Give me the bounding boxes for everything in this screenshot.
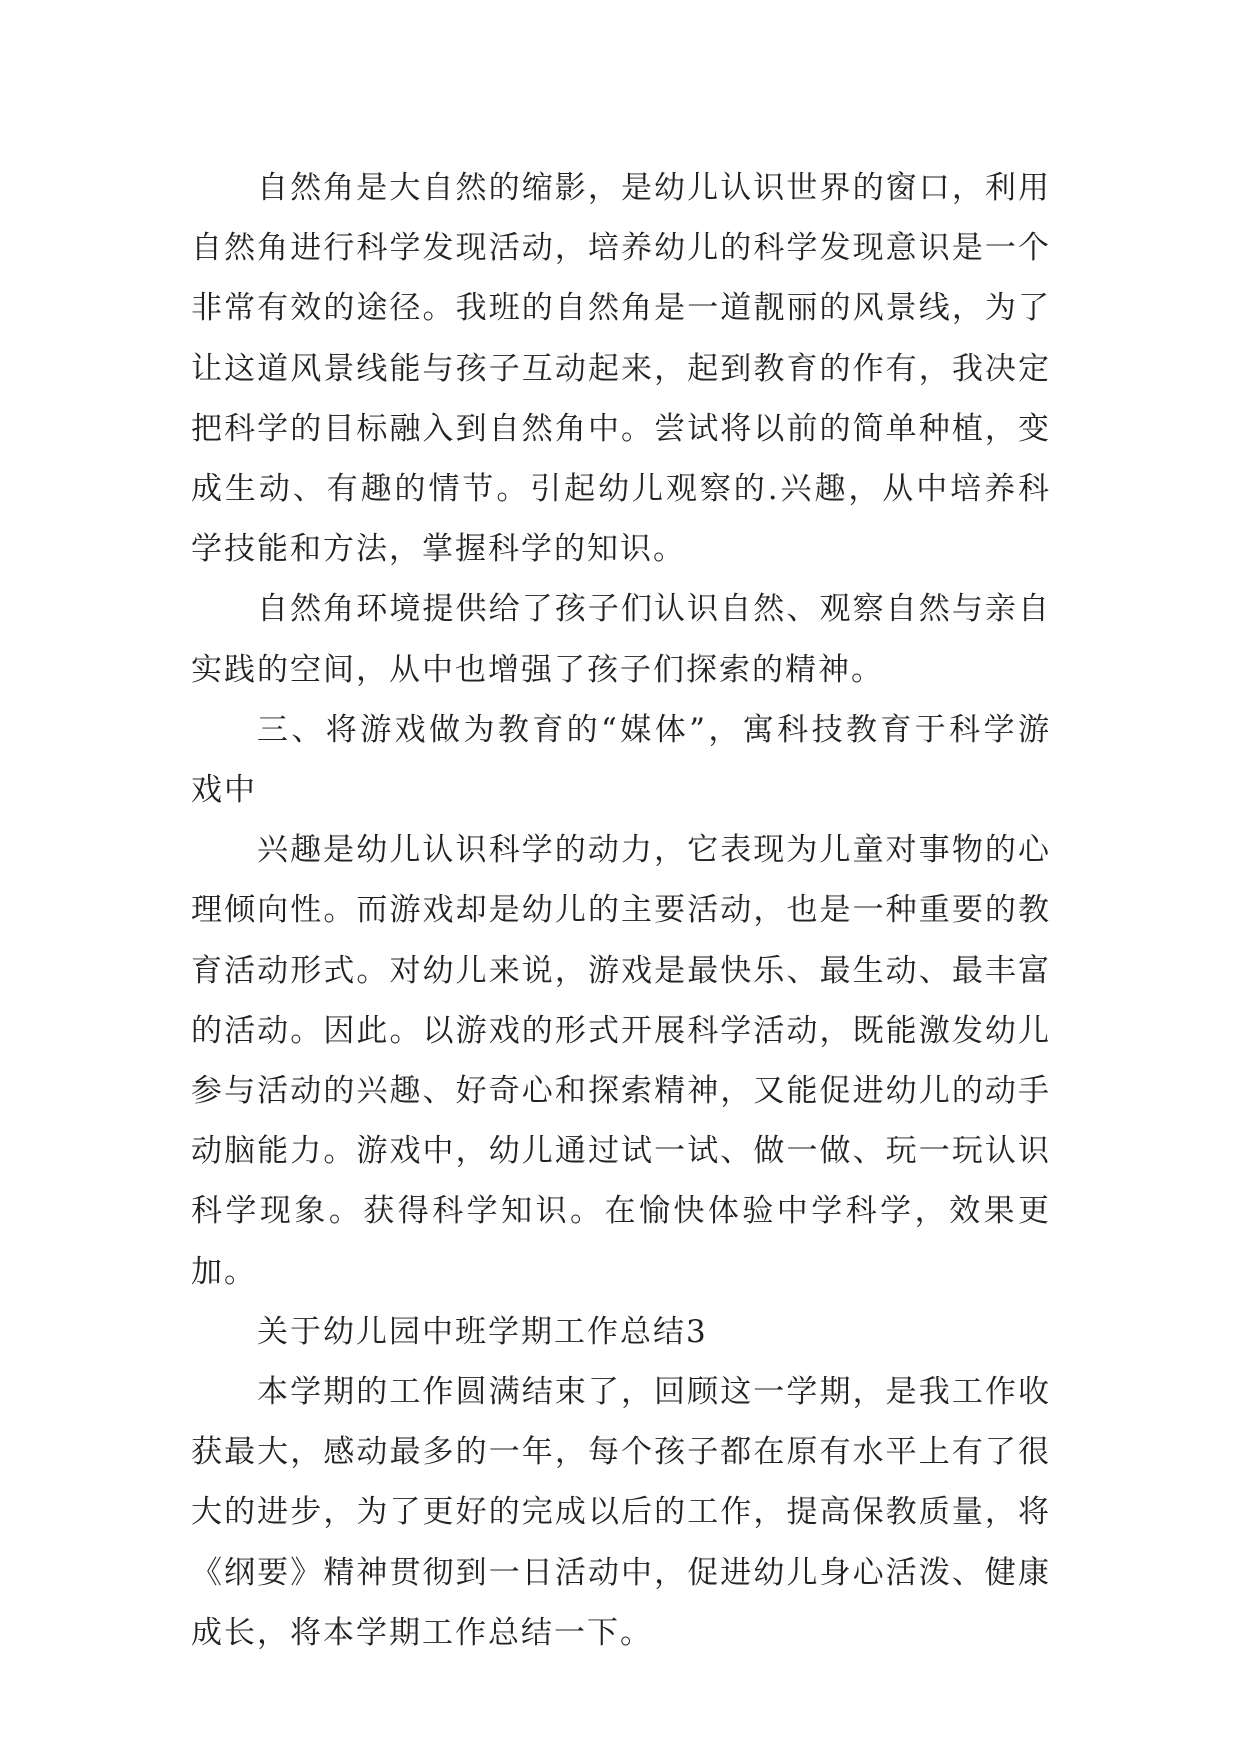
document-body: [191, 158, 1051, 1663]
article-title-summary-3: 关于幼儿园中班学期工作总结3: [257, 1313, 708, 1350]
paragraph-nature-corner-environment: 自然角环境提供给了孩子们认识自然、观察自然与亲自实践的空间，从中也增强了孩子们探索的精神。: [191, 591, 1051, 688]
paragraph-nature-corner-intro: 自然角是大自然的缩影，是幼儿认识世界的窗口，利用自然角进行科学发现活动，培养幼儿的科学发现意识是一个非常有效的途径。我班的自然角是一道靓丽的风景线，为了让这道风景线能与孩子互动起来，起到教育的作有，我决定把科学的目标融入到自然角中。尝试将以前的简单种植，变成生动、有趣的情节。引起幼儿观察的.兴趣，从中培养科学技能和方法，掌握科学的知识。: [191, 170, 1051, 568]
paragraph-interest-and-games: 兴趣是幼儿认识科学的动力，它表现为儿童对事物的心理倾向性。而游戏却是幼儿的主要活动，也是一种重要的教育活动形式。对幼儿来说，游戏是最快乐、最生动、最丰富的活动。因此。以游戏的形式开展科学活动，既能激发幼儿参与活动的兴趣、好奇心和探索精神，又能促进幼儿的动手动脑能力。游戏中，幼儿通过试一试、做一做、玩一玩认识科学现象。获得科学知识。在愉快体验中学科学，效果更加。: [191, 832, 1051, 1290]
paragraph-semester-review: 本学期的工作圆满结束了，回顾这一学期，是我工作收获最大，感动最多的一年，每个孩子都在原有水平上有了很大的进步，为了更好的完成以后的工作，提高保教质量，将《纲要》精神贯彻到一日活动中，促进幼儿身心活泼、健康成长，将本学期工作总结一下。: [191, 1374, 1051, 1651]
section-heading-games-as-media: 三、将游戏做为教育的“媒体”，寓科技教育于科学游戏中: [191, 711, 1051, 809]
